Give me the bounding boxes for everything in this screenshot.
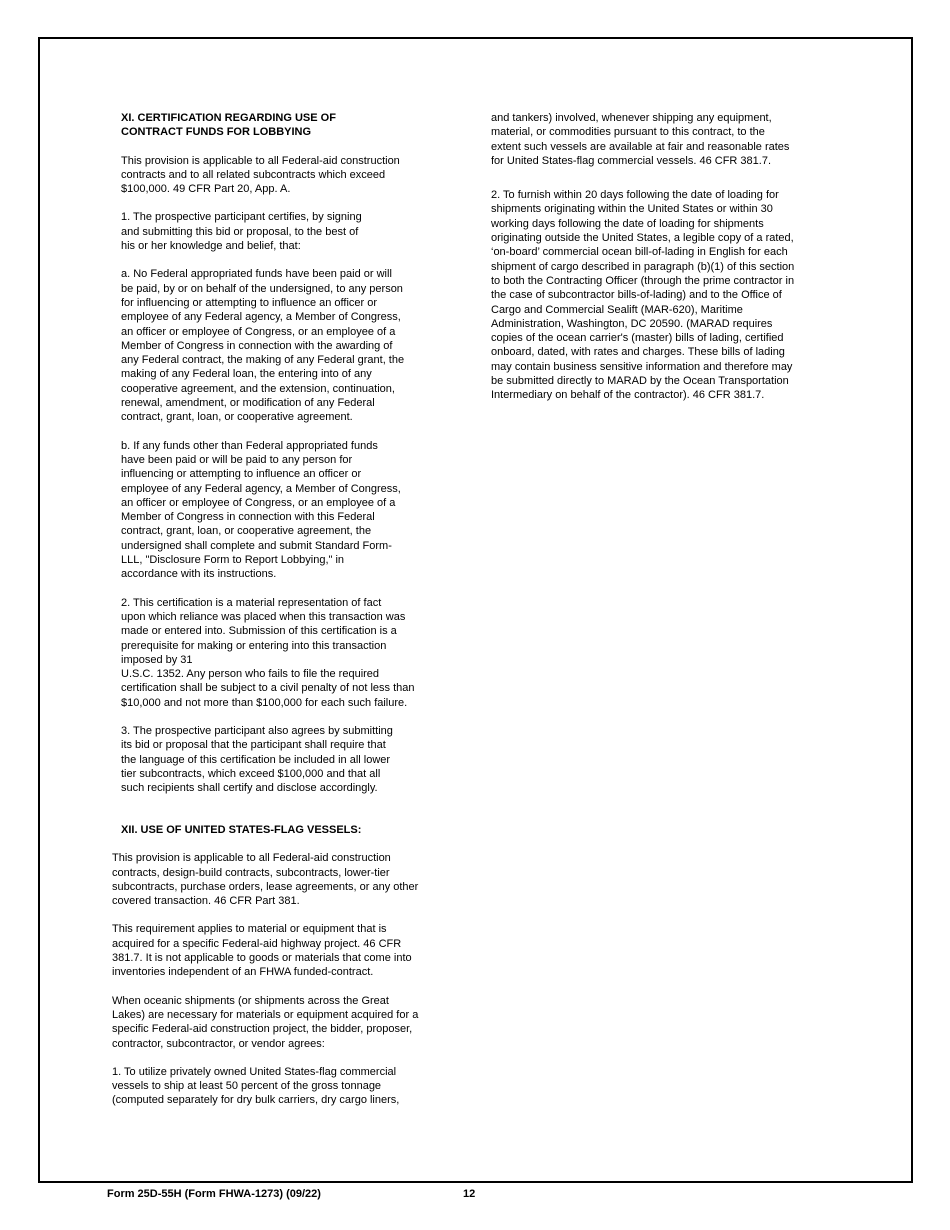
- xii-paragraph-3: When oceanic shipments (or shipments across the Great Lakes) are necessary for materials or equipment acquired for a specific Federal-aid construction project, the bidder, proposer, contractor, subcontractor, or vendor agrees:: [112, 994, 419, 1050]
- section-xii-heading: XII. USE OF UNITED STATES-FLAG VESSELS:: [121, 824, 362, 836]
- left-column-section-xi: [121, 111, 461, 795]
- xii-paragraph-1: This provision is applicable to all Federal-aid construction contracts, design-build contracts, subcontracts, lower-tier subcontracts, purchase orders, lease agreements, or any other covered transaction. 46 CFR Part 381.: [112, 852, 419, 908]
- xi-item-1: 1. The prospective participant certifies, by signing and submitting this bid or proposal, to the best of his or her knowledge and belief, that:: [121, 211, 362, 253]
- xii-item-1-continued: and tankers) involved, whenever shipping any equipment, material, or commodities pursuant to this contract, to the extent such vessels are available at fair and reasonable rates for United States-flag commercial vessels. 46 CFR 381.7.: [491, 112, 790, 167]
- xi-intro-paragraph: This provision is applicable to all Federal-aid construction contracts and to all related subcontracts which exceed $100,000. 49 CFR Part 20, App. A.: [121, 154, 400, 196]
- page-number: 12: [463, 1188, 476, 1200]
- form-identifier: Form 25D-55H (Form FHWA-1273) (09/22): [107, 1188, 321, 1200]
- xi-item-1a: a. No Federal appropriated funds have been paid or will be paid, by or on behalf of the undersigned, to any person for influencing or attempting to influence an officer or employee of any Federal agency, a Member of Congress, an officer or employee of Congress, or an employee of a Member of Congress in connection with the awarding of any Federal contract, the making of any Federal grant, the making of any Federal loan, the entering into of any cooperative agreement, and the extension, continuation, renewal, amendment, or modification of any Federal contract, grant, loan, or cooperative agreement.: [121, 268, 405, 424]
- section-xi-heading: XI. CERTIFICATION REGARDING USE OF CONTRACT FUNDS FOR LOBBYING: [121, 112, 336, 139]
- xii-paragraph-2: This requirement applies to material or equipment that is acquired for a specific Federal-aid highway project. 46 CFR 381.7. It is not applicable to goods or materials that come into inventories independent of an FHWA funded-contract.: [112, 923, 412, 979]
- xi-item-2: 2. This certification is a material representation of fact upon which reliance was placed when this transaction was made or entered into. Submission of this certification is a prerequisite for making or entering into this transaction imposed by 31 U.S.C. 1352. Any person who fails to file the required certification shall be subject to a civil penalty of not less than $10,000 and not more than $100,000 for each such failure.: [121, 596, 415, 709]
- right-column: [491, 111, 836, 403]
- xi-item-3: 3. The prospective participant also agrees by submitting its bid or proposal that the participant shall require that the language of this certification be included in all lower tier subcontracts, which exceed $100,000 and that all such recipients shall certify and disclose accordingly.: [121, 724, 393, 795]
- xi-item-1b: b. If any funds other than Federal appropriated funds have been paid or will be paid to any person for influencing or attempting to influence an officer or employee of any Federal agency, a Member of Congress, an officer or employee of Congress, or an employee of a Member of Congress in connection with this Federal contract, grant, loan, or cooperative agreement, the undersigned shall complete and submit Standard Form- LLL, "Disclosure Form to Report Lobbying," in accordance with its instructions.: [121, 439, 401, 581]
- xii-item-2: 2. To furnish within 20 days following the date of loading for shipments originating within the United States or within 30 working days following the date of loading for shipments originating outside the United States, a legible copy of a rated, ‘on-board’ commercial ocean bill-of-lading in English for each shipment of cargo described in paragraph (b)(1) of this section to both the Contracting Officer (through the prime contractor in the case of subcontractor bills-of-lading) and to the Office of Cargo and Commercial Sealift (MAR-620), Maritime Administration, Washington, DC 20590. (MARAD requires copies of the ocean carrier's (master) bills of lading, certified onboard, dated, with rates and charges. These bills of lading may contain business sensitive information and therefore may be submitted directly to MARAD by the Ocean Transportation Intermediary on behalf of the contractor). 46 CFR 381.7.: [491, 189, 795, 402]
- left-column-section-xii: [112, 823, 462, 1108]
- xii-item-1: 1. To utilize privately owned United States-flag commercial vessels to ship at least 50 percent of the gross tonnage (computed separately for dry bulk carriers, dry cargo liners,: [112, 1065, 400, 1107]
